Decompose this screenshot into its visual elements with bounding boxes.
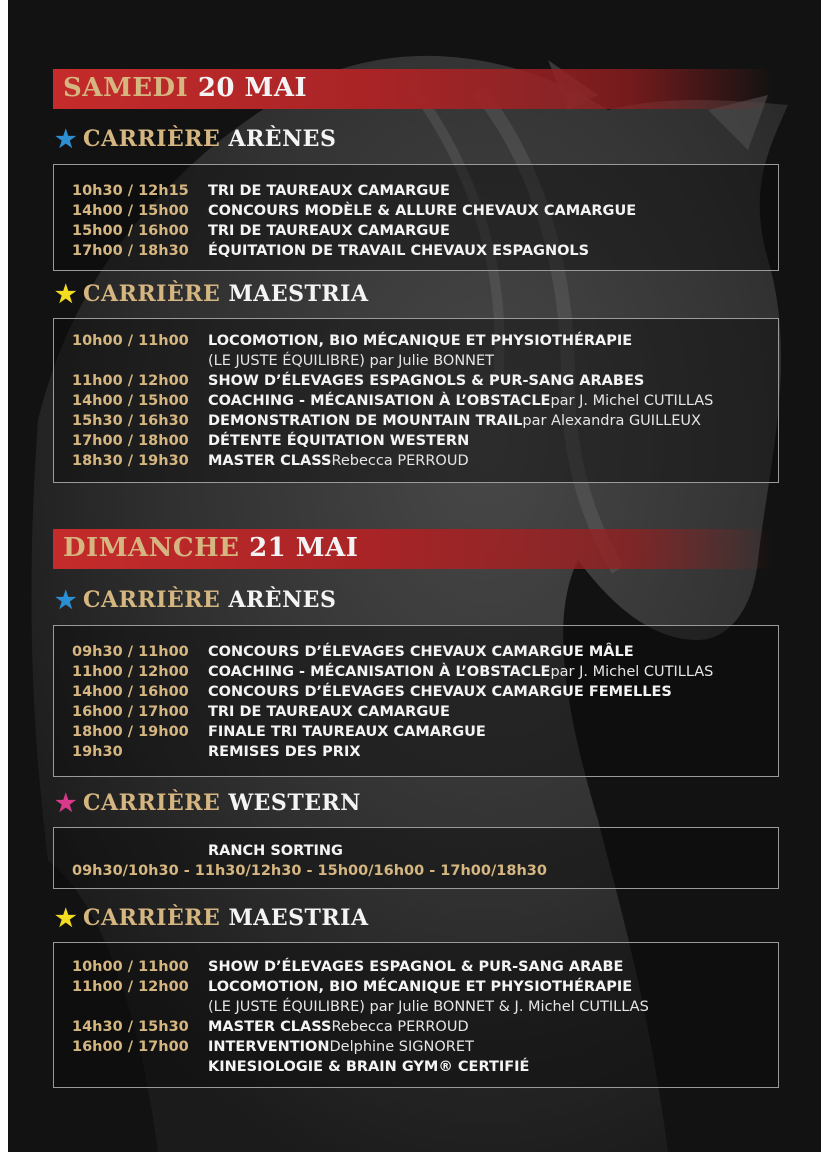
day-banner-saturday bbox=[53, 69, 773, 109]
time bbox=[72, 841, 208, 861]
star-icon: ★ bbox=[55, 124, 78, 153]
schedule-box-arenes-sunday bbox=[53, 625, 779, 777]
star-icon: ★ bbox=[55, 279, 78, 308]
activity: DÉTENTE ÉQUITATION WESTERN bbox=[208, 433, 470, 449]
time: 18h00 / 19h00 bbox=[72, 724, 189, 740]
activity: REMISES DES PRIX bbox=[208, 744, 361, 760]
schedule-row bbox=[72, 241, 774, 261]
activity: TRI DE TAUREAUX CAMARGUE bbox=[208, 223, 450, 239]
day-title bbox=[63, 533, 358, 563]
schedule-row bbox=[72, 221, 774, 241]
time: 11h00 / 12h00 bbox=[72, 979, 189, 995]
schedule-box-arenes-saturday bbox=[53, 164, 779, 271]
venue-word: CARRIÈRE bbox=[83, 905, 221, 931]
activity: DEMONSTRATION DE MOUNTAIN TRAIL bbox=[208, 413, 523, 429]
activity: RANCH SORTING bbox=[208, 843, 343, 859]
venue-name: MAESTRIA bbox=[228, 281, 369, 307]
time: 16h00 / 17h00 bbox=[72, 704, 189, 720]
activity: CONCOURS MODÈLE & ALLURE CHEVAUX CAMARGUE bbox=[208, 203, 637, 219]
schedule-row bbox=[72, 841, 774, 861]
activity: ÉQUITATION DE TRAVAIL CHEVAUX ESPAGNOLS bbox=[208, 243, 590, 259]
schedule-row bbox=[72, 861, 774, 881]
time: 10h00 / 11h00 bbox=[72, 959, 189, 975]
activity: MASTER CLASS bbox=[208, 1019, 332, 1035]
schedule-row bbox=[72, 391, 774, 411]
schedule-row bbox=[72, 1017, 774, 1037]
activity: TRI DE TAUREAUX CAMARGUE bbox=[208, 183, 450, 199]
schedule-row bbox=[72, 371, 774, 391]
venue-heading-western-sunday bbox=[55, 790, 361, 816]
schedule-row bbox=[72, 977, 774, 997]
activity: COACHING - MÉCANISATION À L’OBSTACLE bbox=[208, 664, 551, 680]
presenter: Rebecca PERROUD bbox=[331, 1019, 469, 1035]
time bbox=[72, 997, 208, 1017]
venue-word: CARRIÈRE bbox=[83, 587, 221, 613]
venue-heading-arenes-sunday bbox=[55, 587, 336, 613]
schedule-row bbox=[72, 1037, 774, 1057]
venue-heading-maestria-saturday bbox=[55, 281, 369, 307]
schedule-row bbox=[72, 722, 774, 742]
event-program-poster bbox=[8, 0, 821, 1152]
venue-word: CARRIÈRE bbox=[83, 790, 221, 816]
time: 17h00 / 18h00 bbox=[72, 433, 189, 449]
venue-name: WESTERN bbox=[228, 790, 361, 816]
schedule-box-maestria-sunday bbox=[53, 942, 779, 1088]
day-label: DIMANCHE bbox=[63, 533, 240, 563]
time: 16h00 / 17h00 bbox=[72, 1039, 189, 1055]
activity: FINALE TRI TAUREAUX CAMARGUE bbox=[208, 724, 486, 740]
activity: LOCOMOTION, BIO MÉCANIQUE ET PHYSIOTHÉRAPIE bbox=[208, 979, 633, 995]
time: 11h00 / 12h00 bbox=[72, 664, 189, 680]
day-date: 21 MAI bbox=[249, 533, 359, 563]
schedule-row bbox=[72, 351, 774, 371]
star-icon: ★ bbox=[55, 903, 78, 932]
time-slots: 09h30/10h30 - 11h30/12h30 - 15h00/16h00 - 17h00/18h30 bbox=[72, 863, 547, 879]
time: 15h30 / 16h30 bbox=[72, 413, 189, 429]
schedule-row bbox=[72, 997, 774, 1017]
presenter: par J. Michel CUTILLAS bbox=[550, 664, 714, 680]
schedule-row bbox=[72, 431, 774, 451]
time: 14h30 / 15h30 bbox=[72, 1019, 189, 1035]
presenter: par J. Michel CUTILLAS bbox=[550, 393, 714, 409]
time: 10h30 / 12h15 bbox=[72, 183, 189, 199]
activity: INTERVENTION bbox=[208, 1039, 330, 1055]
time: 15h00 / 16h00 bbox=[72, 223, 189, 239]
activity: KINESIOLOGIE & BRAIN GYM® CERTIFIÉ bbox=[208, 1059, 530, 1075]
day-label: SAMEDI bbox=[63, 73, 189, 103]
time bbox=[72, 351, 208, 371]
day-banner-sunday bbox=[53, 529, 773, 569]
activity: SHOW D’ÉLEVAGES ESPAGNOL & PUR-SANG ARABE bbox=[208, 959, 624, 975]
venue-name: ARÈNES bbox=[228, 126, 337, 152]
activity: SHOW D’ÉLEVAGES ESPAGNOLS & PUR-SANG ARABES bbox=[208, 373, 645, 389]
time: 18h30 / 19h30 bbox=[72, 453, 189, 469]
activity: COACHING - MÉCANISATION À L’OBSTACLE bbox=[208, 393, 551, 409]
venue-heading-arenes-saturday bbox=[55, 126, 336, 152]
schedule-row bbox=[72, 201, 774, 221]
activity: LOCOMOTION, BIO MÉCANIQUE ET PHYSIOTHÉRAPIE bbox=[208, 333, 633, 349]
venue-name: ARÈNES bbox=[228, 587, 337, 613]
schedule-box-western-sunday bbox=[53, 827, 779, 889]
schedule-box-maestria-saturday bbox=[53, 318, 779, 483]
time: 14h00 / 16h00 bbox=[72, 684, 189, 700]
star-icon: ★ bbox=[55, 788, 78, 817]
schedule-row bbox=[72, 742, 774, 762]
schedule-row bbox=[72, 1057, 774, 1077]
presenter: Rebecca PERROUD bbox=[331, 453, 469, 469]
activity: CONCOURS D’ÉLEVAGES CHEVAUX CAMARGUE FEMELLES bbox=[208, 684, 672, 700]
venue-heading-maestria-sunday bbox=[55, 905, 369, 931]
schedule-row bbox=[72, 451, 774, 471]
star-icon: ★ bbox=[55, 585, 78, 614]
time: 14h00 / 15h00 bbox=[72, 203, 189, 219]
time: 09h30 / 11h00 bbox=[72, 644, 189, 660]
time: 17h00 / 18h30 bbox=[72, 243, 189, 259]
venue-name: MAESTRIA bbox=[228, 905, 369, 931]
presenter: Delphine SIGNORET bbox=[329, 1039, 474, 1055]
day-date: 20 MAI bbox=[197, 73, 308, 103]
schedule-row bbox=[72, 682, 774, 702]
schedule-row bbox=[72, 181, 774, 201]
schedule-row bbox=[72, 662, 774, 682]
schedule-row bbox=[72, 957, 774, 977]
schedule-row bbox=[72, 331, 774, 351]
activity-detail: (LE JUSTE ÉQUILIBRE) par Julie BONNET & J. Michel CUTILLAS bbox=[208, 999, 649, 1015]
schedule-row bbox=[72, 642, 774, 662]
presenter: par Alexandra GUILLEUX bbox=[522, 413, 701, 429]
time: 10h00 / 11h00 bbox=[72, 333, 189, 349]
time bbox=[72, 1057, 208, 1077]
venue-word: CARRIÈRE bbox=[83, 126, 221, 152]
activity-detail: (LE JUSTE ÉQUILIBRE) par Julie BONNET bbox=[208, 353, 495, 369]
activity: CONCOURS D’ÉLEVAGES CHEVAUX CAMARGUE MÂLE bbox=[208, 644, 634, 660]
activity: TRI DE TAUREAUX CAMARGUE bbox=[208, 704, 450, 720]
time: 19h30 bbox=[72, 744, 123, 760]
day-title bbox=[63, 73, 307, 103]
time: 11h00 / 12h00 bbox=[72, 373, 189, 389]
schedule-row bbox=[72, 411, 774, 431]
venue-word: CARRIÈRE bbox=[83, 281, 221, 307]
time: 14h00 / 15h00 bbox=[72, 393, 189, 409]
activity: MASTER CLASS bbox=[208, 453, 332, 469]
schedule-row bbox=[72, 702, 774, 722]
